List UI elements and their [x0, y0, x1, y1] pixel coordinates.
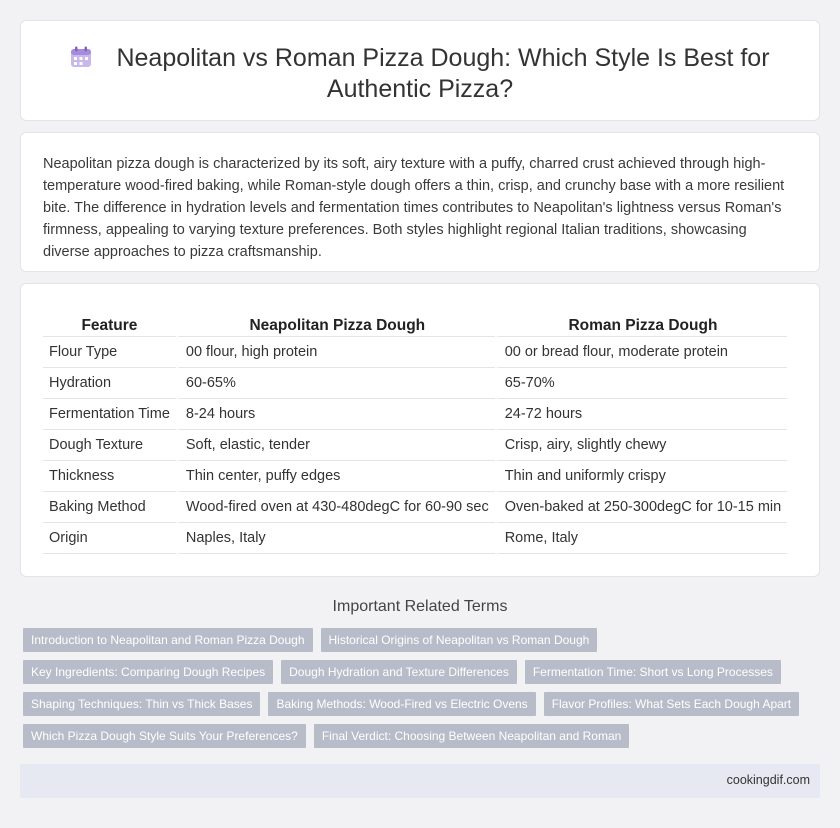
column-header-neapolitan: Neapolitan Pizza Dough	[176, 316, 495, 337]
related-term-tag[interactable]: Final Verdict: Choosing Between Neapolitan and Roman	[314, 724, 630, 748]
table-row	[43, 337, 787, 368]
page-title: Neapolitan vs Roman Pizza Dough: Which Style Is Best for Authentic Pizza?	[116, 44, 770, 103]
footer-site-link[interactable]: cookingdif.com	[726, 773, 810, 787]
table-cell: Flour Type	[43, 337, 176, 368]
table-cell: Origin	[43, 523, 176, 554]
related-term-tag[interactable]: Dough Hydration and Texture Differences	[281, 660, 517, 684]
related-term-tag[interactable]: Flavor Profiles: What Sets Each Dough Apart	[544, 692, 799, 716]
related-term-tag[interactable]: Key Ingredients: Comparing Dough Recipes	[23, 660, 273, 684]
related-terms-title: Important Related Terms	[332, 598, 508, 615]
related-term-tag[interactable]: Shaping Techniques: Thin vs Thick Bases	[23, 692, 260, 716]
calendar-icon	[70, 45, 92, 67]
table-row	[43, 368, 787, 399]
column-header-roman: Roman Pizza Dough	[495, 316, 787, 337]
table-row	[43, 430, 787, 461]
table-cell: Baking Method	[43, 492, 176, 523]
related-terms-list	[23, 628, 823, 748]
table-cell: 00 or bread flour, moderate protein	[495, 337, 787, 368]
column-header-feature: Feature	[43, 316, 176, 337]
related-term-tag[interactable]: Introduction to Neapolitan and Roman Pizza Dough	[23, 628, 313, 652]
table-row	[43, 461, 787, 492]
comparison-table-card	[20, 283, 820, 577]
table-cell: Dough Texture	[43, 430, 176, 461]
related-term-tag[interactable]: Historical Origins of Neapolitan vs Roman Dough	[321, 628, 598, 652]
page-title-wrap	[21, 43, 819, 105]
footer-bar	[20, 764, 820, 798]
table-cell: Crisp, airy, slightly chewy	[495, 430, 787, 461]
related-term-tag[interactable]: Fermentation Time: Short vs Long Processes	[525, 660, 781, 684]
table-header-row	[43, 316, 787, 337]
table-cell: Thickness	[43, 461, 176, 492]
comparison-table	[43, 316, 787, 554]
table-row	[43, 492, 787, 523]
table-row	[43, 399, 787, 430]
table-cell: 8-24 hours	[176, 399, 495, 430]
table-cell: Hydration	[43, 368, 176, 399]
header-card	[20, 20, 820, 121]
table-cell: 24-72 hours	[495, 399, 787, 430]
related-term-tag[interactable]: Which Pizza Dough Style Suits Your Preferences?	[23, 724, 306, 748]
intro-paragraph: Neapolitan pizza dough is characterized by its soft, airy texture with a puffy, charred crust achieved through high-temperature wood-fired baking, while Roman-style dough offers a thin, crisp, and crunchy base with a more resilient bite. The difference in hydration levels and fermentation times contributes to Neapolitan's lightness versus Roman's firmness, appealing to varying texture preferences. Both styles highlight regional Italian traditions, showcasing diverse approaches to pizza craftsmanship.	[43, 156, 785, 260]
table-cell: Soft, elastic, tender	[176, 430, 495, 461]
table-cell: 00 flour, high protein	[176, 337, 495, 368]
table-row	[43, 523, 787, 554]
table-cell: Wood-fired oven at 430-480degC for 60-90 sec	[176, 492, 495, 523]
table-cell: Rome, Italy	[495, 523, 787, 554]
table-cell: 60-65%	[176, 368, 495, 399]
table-cell: Thin and uniformly crispy	[495, 461, 787, 492]
table-cell: Naples, Italy	[176, 523, 495, 554]
table-cell: Thin center, puffy edges	[176, 461, 495, 492]
table-cell: Fermentation Time	[43, 399, 176, 430]
table-cell: Oven-baked at 250-300degC for 10-15 min	[495, 492, 787, 523]
related-term-tag[interactable]: Baking Methods: Wood-Fired vs Electric Ovens	[268, 692, 535, 716]
intro-card	[20, 132, 820, 272]
table-cell: 65-70%	[495, 368, 787, 399]
